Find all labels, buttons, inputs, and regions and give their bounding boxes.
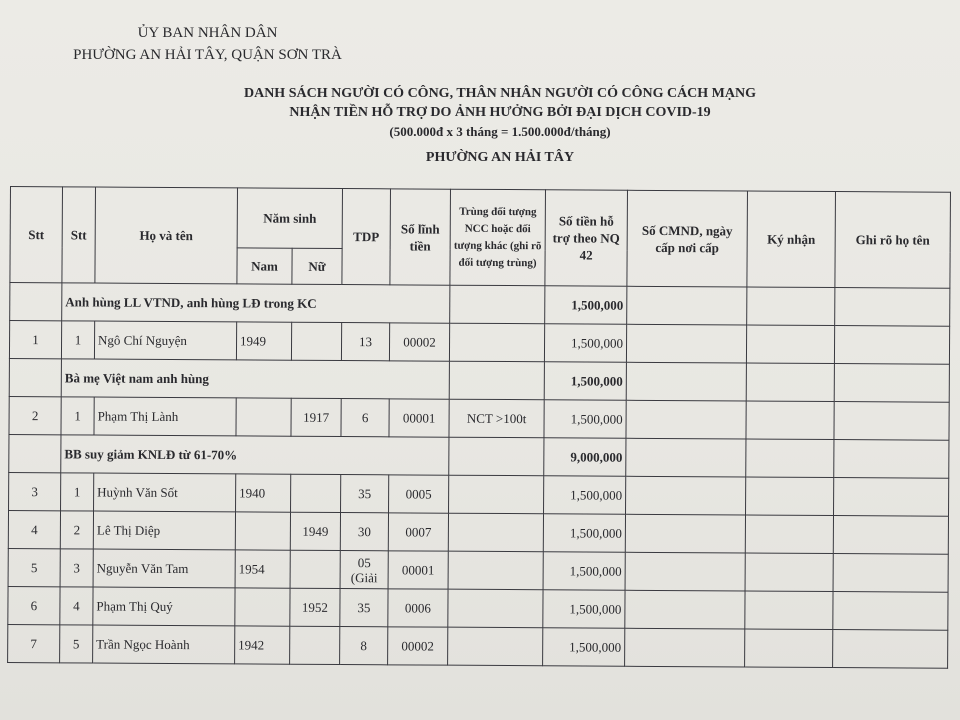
beneficiary-table <box>7 186 951 669</box>
row-amount: 1,500,000 <box>543 590 625 629</box>
row-stt-group: 5 <box>60 625 93 663</box>
row-full-name[interactable] <box>833 516 948 555</box>
row-male-year <box>235 512 290 550</box>
issuing-authority <box>60 22 355 66</box>
row-book-number: 00001 <box>388 551 448 589</box>
row-female-year <box>291 322 341 360</box>
row-full-name[interactable] <box>834 326 949 365</box>
row-id-card[interactable] <box>626 476 746 515</box>
row-tdp: 6 <box>341 399 389 437</box>
row-male-year: 1942 <box>235 626 290 664</box>
table-row <box>8 510 948 554</box>
row-full-name[interactable] <box>833 554 948 593</box>
row-full-name[interactable] <box>834 478 949 517</box>
header-amount: Số tiền hỗ trợ theo NQ 42 <box>545 190 628 286</box>
group-row <box>9 358 949 402</box>
row-id-card[interactable] <box>625 552 745 591</box>
row-female-year: 1952 <box>290 588 340 626</box>
group-total: 1,500,000 <box>544 362 626 401</box>
row-stt: 4 <box>8 510 60 548</box>
row-stt-group: 1 <box>61 397 94 435</box>
row-name: Huỳnh Văn Sốt <box>94 473 236 512</box>
row-book-number: 0006 <box>388 589 448 627</box>
group-row <box>10 283 950 327</box>
row-signature[interactable] <box>746 325 834 364</box>
header-tdp: TDP <box>342 189 391 285</box>
row-stt-group: 4 <box>60 587 93 625</box>
row-amount: 1,500,000 <box>543 552 625 591</box>
authority-line-1: ỦY BAN NHÂN DÂN <box>137 25 278 41</box>
row-male-year: 1940 <box>236 474 291 512</box>
row-stt-group: 3 <box>60 549 93 587</box>
header-stt: Stt <box>10 187 63 283</box>
row-book-number: 00002 <box>388 627 448 665</box>
row-id-card[interactable] <box>626 400 746 439</box>
row-stt: 2 <box>9 396 61 434</box>
title-line-2: NHẬN TIỀN HỖ TRỢ DO ẢNH HƯỞNG BỞI ĐẠI DỊCH COVID-19 <box>289 105 711 120</box>
row-stt-group: 1 <box>61 321 94 359</box>
row-name: Nguyễn Văn Tam <box>93 549 235 588</box>
authority-line-2: PHƯỜNG AN HẢI TÂY, QUẬN SƠN TRÀ <box>73 47 342 63</box>
row-stt: 3 <box>9 472 61 510</box>
header-birth-year: Năm sinh <box>237 188 342 249</box>
row-duplicate <box>448 551 543 590</box>
row-signature[interactable] <box>745 515 833 554</box>
table-row <box>8 586 948 630</box>
row-name: Trần Ngọc Hoành <box>93 625 235 664</box>
row-amount: 1,500,000 <box>544 476 626 515</box>
row-female-year <box>291 474 341 512</box>
row-tdp: 8 <box>340 627 388 665</box>
row-duplicate: NCT >100t <box>449 399 544 438</box>
row-tdp: 30 <box>340 513 388 551</box>
row-signature[interactable] <box>745 553 833 592</box>
row-male-year: 1949 <box>236 322 291 360</box>
header-id-card: Số CMND, ngày cấp nơi cấp <box>627 190 748 287</box>
row-female-year <box>290 626 340 664</box>
header-signature: Ký nhận <box>747 191 836 288</box>
row-tdp: 35 <box>340 589 388 627</box>
row-signature[interactable] <box>745 629 833 668</box>
row-female-year: 1949 <box>290 512 340 550</box>
group-total: 1,500,000 <box>545 286 627 325</box>
row-stt: 7 <box>8 624 60 662</box>
row-tdp: 35 <box>341 475 389 513</box>
row-stt: 5 <box>8 548 60 586</box>
row-book-number: 00002 <box>389 323 449 361</box>
row-amount: 1,500,000 <box>544 400 626 439</box>
table-row <box>8 548 948 592</box>
row-stt: 6 <box>8 586 60 624</box>
table-row <box>9 396 949 440</box>
document-title <box>200 84 800 141</box>
row-male-year: 1954 <box>235 550 290 588</box>
row-duplicate <box>448 627 543 666</box>
row-name: Phạm Thị Quý <box>93 587 235 626</box>
ward-heading: PHƯỜNG AN HẢI TÂY <box>425 150 575 165</box>
header-full-name: Ghi rõ họ tên <box>835 192 951 289</box>
row-full-name[interactable] <box>834 402 949 441</box>
row-name: Phạm Thị Lành <box>94 397 236 436</box>
row-duplicate <box>448 589 543 628</box>
row-id-card[interactable] <box>625 514 745 553</box>
row-tdp: 13 <box>341 323 389 361</box>
header-duplicate: Trùng đối tượng NCC hoặc đối tượng khác (ghi rõ đối tượng trùng) <box>450 189 546 286</box>
row-amount: 1,500,000 <box>543 628 625 667</box>
header-male: Nam <box>237 248 292 284</box>
row-book-number: 00001 <box>389 399 449 437</box>
title-line-1: DANH SÁCH NGƯỜI CÓ CÔNG, THÂN NHÂN NGƯỜI CÓ CÔNG CÁCH MẠNG <box>243 86 757 101</box>
group-total: 9,000,000 <box>544 438 626 477</box>
row-stt-group: 1 <box>61 473 94 511</box>
header-stt-group: Stt <box>62 187 96 283</box>
table-row <box>9 321 949 365</box>
row-id-card[interactable] <box>626 324 746 363</box>
row-signature[interactable] <box>745 591 833 630</box>
row-male-year <box>235 588 290 626</box>
header-name: Họ và tên <box>95 187 238 284</box>
group-label: BB suy giảm KNLĐ từ 61-70% <box>61 435 449 475</box>
row-signature[interactable] <box>746 401 834 440</box>
row-full-name[interactable] <box>833 630 948 669</box>
row-female-year: 1917 <box>291 398 341 436</box>
row-amount: 1,500,000 <box>544 324 626 363</box>
row-id-card[interactable] <box>625 590 745 629</box>
group-label: Anh hùng LL VTND, anh hùng LĐ trong KC <box>62 283 450 323</box>
row-amount: 1,500,000 <box>543 514 625 553</box>
row-id-card[interactable] <box>625 628 745 667</box>
header-book-number: Sổ lĩnh tiền <box>390 189 451 285</box>
row-name: Ngô Chí Nguyện <box>94 321 236 360</box>
row-duplicate <box>449 323 544 362</box>
row-female-year <box>290 550 340 588</box>
row-book-number: 0005 <box>389 475 449 513</box>
header-female: Nữ <box>292 248 342 284</box>
row-duplicate <box>449 475 544 514</box>
row-name: Lê Thị Diệp <box>93 511 235 550</box>
row-duplicate <box>448 513 543 552</box>
table-row <box>8 624 948 668</box>
row-male-year <box>236 398 291 436</box>
title-line-3: (500.000đ x 3 tháng = 1.500.000đ/tháng) <box>389 124 611 139</box>
row-stt-group: 2 <box>60 511 93 549</box>
row-tdp: 05 (Giải <box>340 551 388 589</box>
group-row <box>9 434 949 478</box>
group-label: Bà mẹ Việt nam anh hùng <box>61 359 449 399</box>
row-book-number: 0007 <box>388 513 448 551</box>
row-signature[interactable] <box>746 477 834 516</box>
row-stt: 1 <box>9 321 61 359</box>
table-row <box>9 472 949 516</box>
row-full-name[interactable] <box>833 592 948 631</box>
